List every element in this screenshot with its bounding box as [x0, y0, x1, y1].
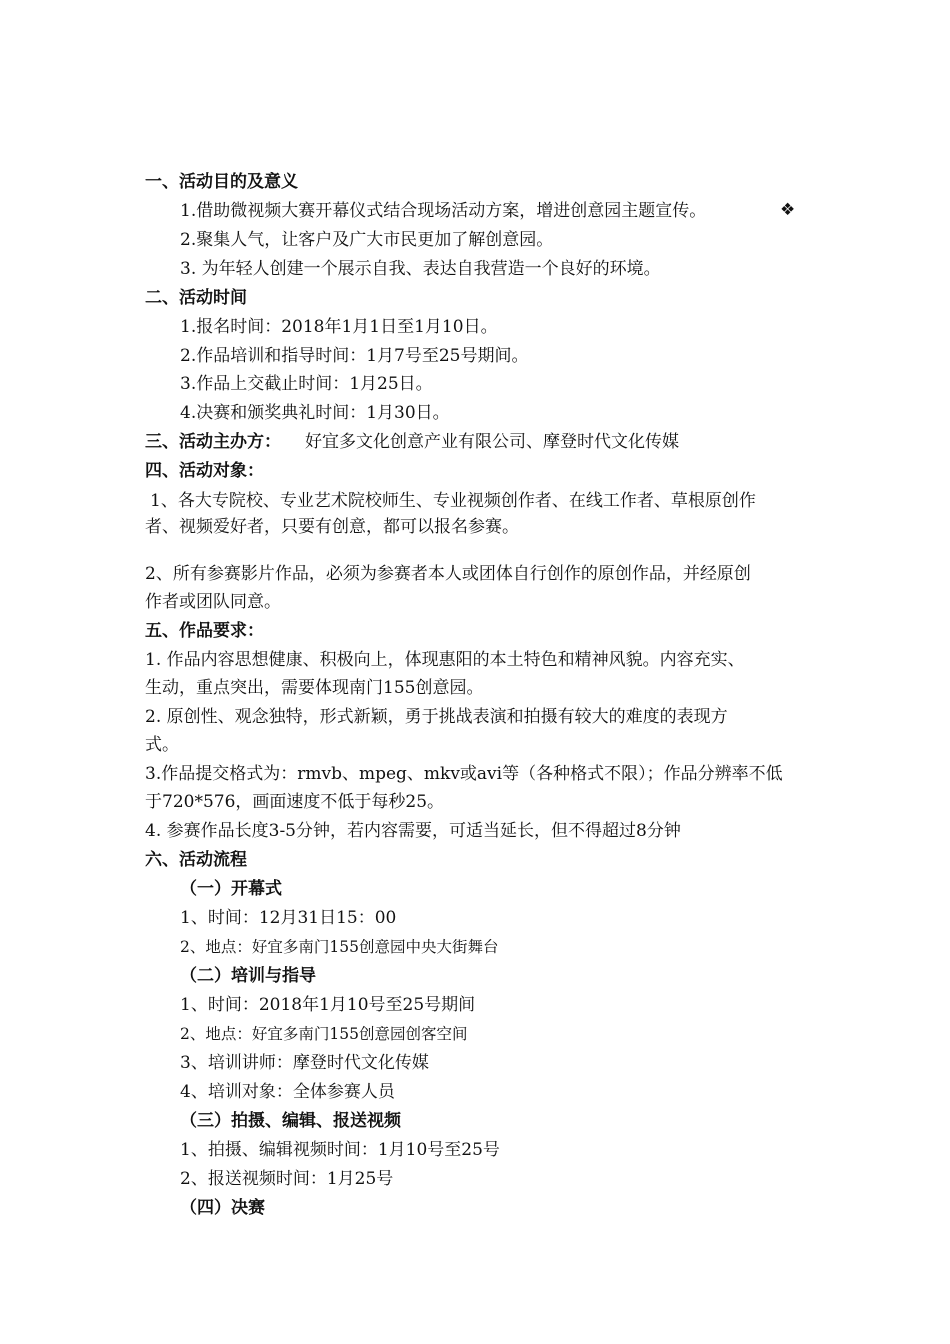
audience-line-2: 者、视频爱好者，只要有创意，都可以报名参赛。 [145, 517, 519, 537]
time-item-2: 2.作品培训和指导时间：1月7号至25号期间。 [180, 346, 529, 366]
training-item-1: 1、时间：2018年1月10号至25号期间 [180, 995, 476, 1015]
requirements-line-3: 2. 原创性、观念独特，形式新颖，勇于挑战表演和拍摄有较大的难度的表现方 [145, 707, 728, 727]
section-heading-purpose: 一、活动目的及意义 [145, 172, 298, 192]
shooting-item-2: 2、报送视频时间：1月25号 [180, 1169, 394, 1189]
diamond-ornament-icon: ❖ [780, 200, 796, 220]
time-item-4: 4.决赛和颁奖典礼时间：1月30日。 [180, 403, 450, 423]
organizer-value: 好宜多文化创意产业有限公司、摩登时代文化传媒 [305, 432, 679, 452]
purpose-item-3: 3. 为年轻人创建一个展示自我、表达自我营造一个良好的环境。 [180, 259, 661, 279]
requirements-line-2: 生动，重点突出，需要体现南门155创意园。 [145, 678, 484, 698]
process-sub-shooting-title: （三）拍摄、编辑、报送视频 [180, 1111, 401, 1131]
section-heading-requirements: 五、作品要求： [145, 621, 264, 641]
purpose-item-1: 1.借助微视频大赛开幕仪式结合现场活动方案，增进创意园主题宣传。 [180, 201, 707, 221]
requirements-line-6: 于720*576，画面速度不低于每秒25。 [145, 792, 445, 812]
requirements-line-5: 3.作品提交格式为：rmvb、mpeg、mkv或avi等（各种格式不限）；作品分辨率不低 [145, 764, 783, 784]
time-item-1: 1.报名时间：2018年1月1日至1月10日。 [180, 317, 498, 337]
purpose-item-2: 2.聚集人气，让客户及广大市民更加了解创意园。 [180, 230, 554, 250]
shooting-item-1: 1、拍摄、编辑视频时间：1月10号至25号 [180, 1140, 500, 1160]
section-heading-audience: 四、活动对象： [145, 461, 264, 481]
time-item-3: 3.作品上交截止时间：1月25日。 [180, 374, 433, 394]
section-heading-process: 六、活动流程 [145, 850, 247, 870]
requirements-line-1: 1. 作品内容思想健康、积极向上，体现惠阳的本土特色和精神风貌。内容充实、 [145, 650, 745, 670]
training-item-4: 4、培训对象：全体参赛人员 [180, 1082, 395, 1102]
opening-item-1: 1、时间：12月31日15：00 [180, 908, 397, 928]
process-sub-opening-title: （一）开幕式 [180, 879, 282, 899]
audience-line-3: 2、所有参赛影片作品，必须为参赛者本人或团体自行创作的原创作品，并经原创 [145, 564, 751, 584]
process-sub-final-title: （四）决赛 [180, 1198, 265, 1218]
process-sub-training-title: （二）培训与指导 [180, 966, 316, 986]
opening-item-2: 2、地点：好宜多南门155创意园中央大街舞台 [180, 938, 499, 956]
requirements-line-7: 4. 参赛作品长度3-5分钟，若内容需要，可适当延长，但不得超过8分钟 [145, 821, 681, 841]
section-heading-time: 二、活动时间 [145, 288, 247, 308]
audience-line-1: 1、各大专院校、专业艺术院校师生、专业视频创作者、在线工作者、草根原创作 [150, 491, 756, 511]
training-item-3: 3、培训讲师：摩登时代文化传媒 [180, 1053, 429, 1073]
section-heading-organizer: 三、活动主办方： [145, 432, 281, 452]
training-item-2: 2、地点：好宜多南门155创意园创客空间 [180, 1025, 468, 1043]
requirements-line-4: 式。 [145, 735, 179, 755]
audience-line-4: 作者或团队同意。 [145, 592, 281, 612]
